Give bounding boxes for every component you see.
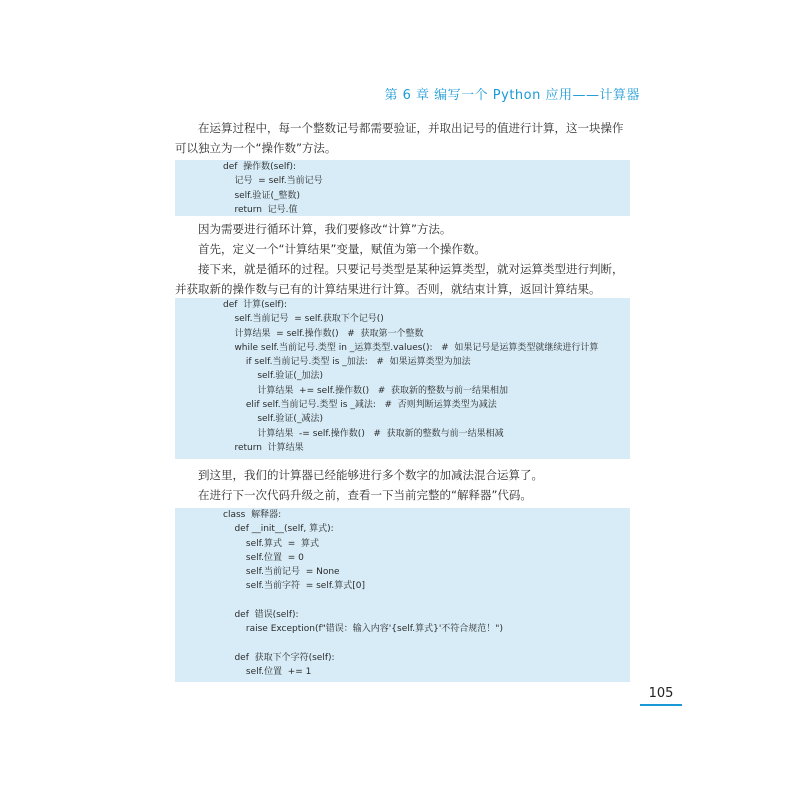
- code-line: self.当前记号 = self.获取下个记号(): [223, 314, 384, 325]
- code-line: self.当前记号 = None: [223, 567, 340, 578]
- code-line: [223, 594, 630, 608]
- code-line: [223, 637, 630, 651]
- code-line: 计算结果 -= self.操作数() # 获取新的整数与前一结果相减: [223, 428, 504, 439]
- chapter-header: 第 6 章 编写一个 Python 应用——计算器: [384, 88, 640, 103]
- code-line: def __init__(self, 算式):: [223, 524, 334, 535]
- code-line: self.验证(_减法): [223, 414, 323, 425]
- code-line: while self.当前记号.类型 in _运算类型.values(): # 如果记号是运算类型就继续进行计算: [223, 342, 599, 353]
- code-line: if self.当前记号.类型 is _加法: # 如果运算类型为加法: [223, 357, 471, 368]
- code-line: self.验证(_加法): [223, 371, 323, 382]
- paragraph-operand-intro: 在运算过程中，每一个整数记号都需要验证，并取出记号的值进行计算，这一块操作可以独立为一个“操作数”方法。: [175, 121, 624, 155]
- code-line: elif self.当前记号.类型 is _减法: # 否则判断运算类型为减法: [223, 400, 497, 411]
- code-line: def 操作数(self):: [223, 162, 297, 172]
- code-line: class 解释器:: [223, 510, 282, 520]
- code-line: raise Exception(f"错误：输入内容'{self.算式}'不符合规范！"): [223, 624, 503, 635]
- code-line: 计算结果 = self.操作数() # 获取第一个整数: [223, 328, 424, 339]
- page-number: 105: [648, 686, 674, 701]
- page-number-underline: [640, 704, 682, 706]
- code-line: self.算式 = 算式: [223, 538, 319, 549]
- code-block-operand: [175, 160, 630, 216]
- paragraph-view-interpreter: 在进行下一次代码升级之前，查看一下当前完整的“解释器”代码。: [198, 488, 532, 502]
- code-block-interpreter: [175, 508, 630, 682]
- code-line: self.验证(_整数): [223, 190, 301, 201]
- paragraph-define-result: 首先，定义一个“计算结果”变量，赋值为第一个操作数。: [198, 242, 486, 256]
- code-line: 记号 = self.当前记号: [223, 176, 323, 187]
- code-block-compute: [175, 298, 630, 459]
- code-line: return 计算结果: [223, 442, 304, 453]
- code-line: self.当前字符 = self.算式[0]: [223, 581, 365, 592]
- code-line: self.位置 += 1: [223, 667, 312, 678]
- code-line: 计算结果 += self.操作数() # 获取新的整数与前一结果相加: [223, 385, 508, 396]
- code-line: def 计算(self):: [223, 300, 288, 310]
- code-line: def 错误(self):: [223, 610, 299, 621]
- code-line: def 获取下个字符(self):: [223, 652, 335, 663]
- paragraph-mixed-ops: 到这里，我们的计算器已经能够进行多个数字的加减法混合运算了。: [198, 468, 543, 482]
- code-line: return 记号.值: [223, 204, 298, 215]
- code-line: self.位置 = 0: [223, 552, 304, 563]
- paragraph-loop-process: 接下来，就是循环的过程。只要记号类型是某种运算类型，就对运算类型进行判断，并获取新的操作数与已有的计算结果进行计算。否则，就结束计算，返回计算结果。: [175, 262, 624, 296]
- paragraph-modify-compute: 因为需要进行循环计算，我们要修改“计算”方法。: [198, 222, 452, 236]
